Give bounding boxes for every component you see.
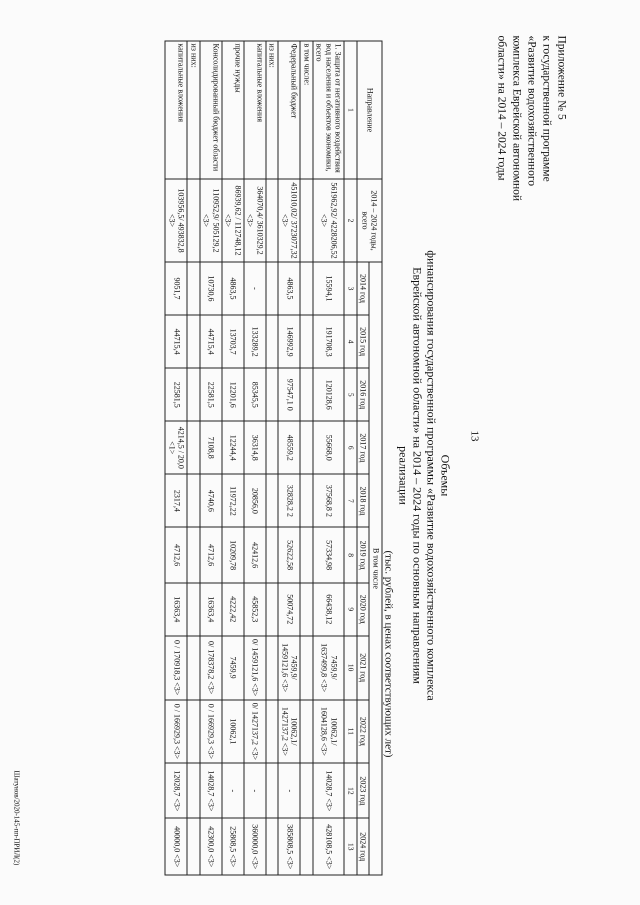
table-cell: 44715,4 (165, 315, 187, 368)
header-direction: Направление (357, 41, 382, 179)
header-year: 2020 год (357, 582, 370, 635)
column-number: 7 (344, 474, 357, 527)
table-cell: 0/ 1427137,2 <3> (244, 699, 266, 763)
appendix-line: области» на 2014 – 2024 годы (495, 35, 507, 181)
table-cell: 7459,9/ 1637499,8 <3> (313, 635, 345, 699)
row-label: Консолидированный бюджет области (200, 41, 222, 179)
table-cell: 44715,4 (200, 315, 222, 368)
table-cell: 0 / 170918,3 <3> (165, 635, 187, 699)
appendix-line: к государственной программе (540, 35, 552, 182)
column-number: 2 (344, 179, 357, 262)
table-cell: 110952,9/ 505129,2 <3> (200, 179, 222, 262)
table-cell (266, 474, 279, 527)
table-cell (266, 818, 279, 875)
table-cell: 364070,4/ 3610329,2 <3> (244, 179, 266, 262)
table-row (300, 41, 313, 875)
table-cell: 55668,0 (313, 421, 345, 474)
table-cell (187, 179, 200, 262)
table-cell (300, 582, 313, 635)
appendix-line: комплекса Еврейской автономной (510, 35, 522, 201)
table-cell (300, 635, 313, 699)
row-label: капитальные вложения (165, 41, 187, 179)
table-cell: 0 / 166929,3 <3> (200, 699, 222, 763)
table-cell (266, 368, 279, 421)
table-cell (300, 763, 313, 818)
table-cell: 36314,8 (244, 421, 266, 474)
table-row (187, 41, 200, 875)
header-year: 2019 год (357, 527, 370, 582)
appendix-line: «Развитие водохозяйственного (525, 35, 537, 186)
table-cell (266, 527, 279, 582)
table-cell: 22581,5 (165, 368, 187, 421)
header-including: В том числе (369, 261, 382, 874)
table-cell: 360000,0 <3> (244, 818, 266, 875)
table-cell: - (244, 261, 266, 314)
row-label: капитальные вложения (244, 41, 266, 179)
table-cell: 42412,6 (244, 527, 266, 582)
table-cell: 45852,3 (244, 582, 266, 635)
table-cell: 0/ 178378,2 <3> (200, 635, 222, 699)
table-cell (266, 315, 279, 368)
header-year: 2016 год (357, 368, 370, 421)
column-number: 10 (344, 635, 357, 699)
table-cell: 85345,5 (244, 368, 266, 421)
table-cell: 12201,6 (222, 368, 244, 421)
row-label: Федеральный бюджет (278, 41, 300, 179)
table-cell: 7108,8 (200, 421, 222, 474)
header-year: 2015 год (357, 315, 370, 368)
table-cell: 133289,2 (244, 315, 266, 368)
header-year: 2022 год (357, 699, 370, 763)
table-cell (187, 582, 200, 635)
table-cell (300, 421, 313, 474)
appendix-line: Приложение № 5 (555, 35, 567, 120)
row-label: из них: (266, 41, 279, 179)
table-cell (187, 474, 200, 527)
header-year: 2018 год (357, 474, 370, 527)
table-cell: 10730,6 (200, 261, 222, 314)
table-cell (187, 368, 200, 421)
table-cell: 7459,9/ 1459121,6 <3> (278, 635, 300, 699)
table-cell: 7459,9 (222, 635, 244, 699)
table-cell: 22581,5 (200, 368, 222, 421)
column-number: 8 (344, 527, 357, 582)
table-cell (187, 699, 200, 763)
table-cell: 385808,5 <3> (278, 818, 300, 875)
appendix-heading (493, 35, 568, 265)
table-cell: 103956,5/ 493832,8 <3> (165, 179, 187, 262)
table-cell: - (244, 763, 266, 818)
table-row (278, 41, 300, 875)
header-total: 2014 – 2024 годы, всего (357, 179, 382, 262)
table-cell (187, 421, 200, 474)
table-cell: 40000,0 <3> (165, 818, 187, 875)
header-year: 2024 год (357, 818, 370, 875)
table-cell (266, 635, 279, 699)
table-cell: 561962,92/ 4228206,52 <3> (313, 179, 345, 262)
table-cell: 97547,1 0 (278, 368, 300, 421)
header-year: 2014 год (357, 261, 370, 314)
column-number: 6 (344, 421, 357, 474)
table-cell (187, 527, 200, 582)
column-number: 13 (344, 818, 357, 875)
table-cell (300, 699, 313, 763)
table-cell: 14028,7 <3> (200, 763, 222, 818)
table-row (266, 41, 279, 875)
table-row (222, 41, 244, 875)
table-row (200, 41, 222, 875)
table-cell: 191708,3 (313, 315, 345, 368)
table-cell (300, 261, 313, 314)
table-cell: 4214,5 / 20,0 <1> (165, 421, 187, 474)
table-cell (300, 818, 313, 875)
table-cell: 9051,7 (165, 261, 187, 314)
table-cell: 10062,1 (222, 699, 244, 763)
table-cell: 10209,78 (222, 527, 244, 582)
page-number: 13 (468, 430, 480, 441)
table-cell: 428108,5 <3> (313, 818, 345, 875)
column-number: 5 (344, 368, 357, 421)
table-cell: 66438,12 (313, 582, 345, 635)
table-cell: 48559,2 (278, 421, 300, 474)
table-row (165, 41, 187, 875)
table-cell: 0/ 1459121,6 <3> (244, 635, 266, 699)
table-cell: 4863,5 (278, 261, 300, 314)
table-body (165, 41, 344, 875)
table-cell: 451010,02/ 3723077,32 <3> (278, 179, 300, 262)
table-cell: 12028,7 <3> (165, 763, 187, 818)
table-cell: 13703,7 (222, 315, 244, 368)
title-line: Объемы (438, 454, 452, 496)
table-cell (187, 315, 200, 368)
table-row (244, 41, 266, 875)
table-cell: 32828,2 2 (278, 474, 300, 527)
column-number: 1 (344, 41, 357, 179)
table-cell: 15594,1 (313, 261, 345, 314)
table-cell (300, 474, 313, 527)
table-cell (266, 421, 279, 474)
column-number: 9 (344, 582, 357, 635)
row-label: прочие нужды (222, 41, 244, 179)
table-header-row (369, 41, 382, 875)
table-cell (300, 527, 313, 582)
table-cell (266, 261, 279, 314)
table-row (313, 41, 345, 875)
table-cell (266, 699, 279, 763)
header-year: 2021 год (357, 635, 370, 699)
table-cell (187, 818, 200, 875)
document-title (396, 240, 452, 710)
row-label: в том числе: (300, 41, 313, 179)
table-cell (187, 261, 200, 314)
header-year: 2017 год (357, 421, 370, 474)
table-cell: 16363,4 (200, 582, 222, 635)
title-line: Еврейской автономной области» на 2014 – 2024 годы по основным направлениям реализации (396, 266, 424, 684)
table-cell: 25808,5 <3> (222, 818, 244, 875)
table-cell: 4863,5 (222, 261, 244, 314)
column-number: 12 (344, 763, 357, 818)
table-cell (300, 315, 313, 368)
table-cell: 50074,72 (278, 582, 300, 635)
row-label: из них: (187, 41, 200, 179)
table-cell: 4740,6 (200, 474, 222, 527)
table-cell (187, 635, 200, 699)
table-cell: 52622,58 (278, 527, 300, 582)
table-cell: 86939,62 / 112748,12 <3> (222, 179, 244, 262)
table-cell: 12244,4 (222, 421, 244, 474)
table-cell: 4712,6 (200, 527, 222, 582)
table-cell: 10062,1/ 1604128,6 <3> (313, 699, 345, 763)
header-year: 2023 год (357, 763, 370, 818)
column-number: 11 (344, 699, 357, 763)
table-cell: 42300,0 <3> (200, 818, 222, 875)
table-cell: 4712,6 (165, 527, 187, 582)
table-cell: 37568,8 2 (313, 474, 345, 527)
table-cell: 20856,0 (244, 474, 266, 527)
table-cell: - (222, 763, 244, 818)
footer-note: Шатунов/2020-145-пп-ПРИЛ(2) (12, 770, 20, 865)
table-cell (187, 763, 200, 818)
column-number: 3 (344, 261, 357, 314)
title-line: финансирования государственной программы «Развитие водохозяйственного комплекса (424, 249, 438, 701)
table-cell: 120128,6 (313, 368, 345, 421)
table-cell (266, 763, 279, 818)
column-number-row (344, 41, 357, 875)
table-cell: 2317,4 (165, 474, 187, 527)
table-cell: - (278, 763, 300, 818)
table-cell: 57334,98 (313, 527, 345, 582)
column-number: 4 (344, 315, 357, 368)
table-cell: 4222,42 (222, 582, 244, 635)
units-note: (тыс. рублей, в ценах соответствующих лет) (382, 550, 394, 757)
table-cell: 10062,1/ 1427137,2 <3> (278, 699, 300, 763)
row-label: 1. Защита от негативного воздействия вод населения и объектов экономики, всего (313, 41, 345, 179)
table-cell: 16363,4 (165, 582, 187, 635)
table-cell: 14028,7 <3> (313, 763, 345, 818)
table-cell (300, 179, 313, 262)
financing-table (165, 40, 383, 875)
table-cell (300, 368, 313, 421)
table-cell (266, 179, 279, 262)
table-cell: 0 / 166929,3 <3> (165, 699, 187, 763)
table-cell: 146992,9 (278, 315, 300, 368)
table-cell: 11972,22 (222, 474, 244, 527)
table-cell (266, 582, 279, 635)
